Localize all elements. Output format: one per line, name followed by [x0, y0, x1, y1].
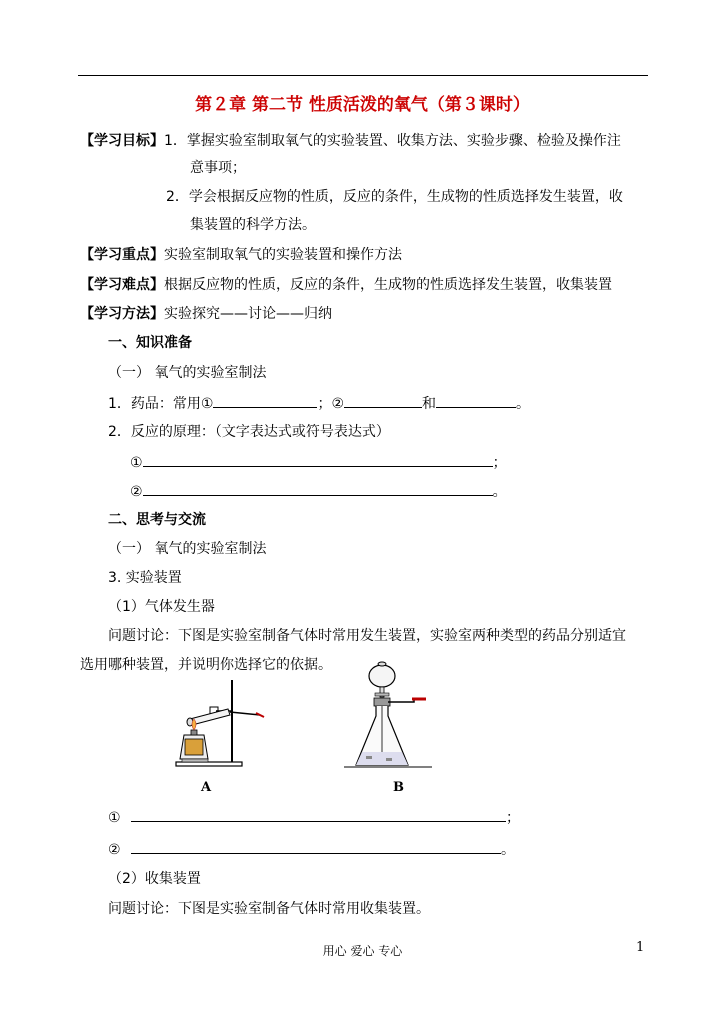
q1-and: 和 [422, 396, 437, 412]
blank-reaction-1[interactable] [143, 452, 493, 467]
difficulty-label: 【学习难点】 [80, 277, 164, 293]
section1-sub: （一） 氧气的实验室制法 [108, 365, 267, 381]
blank-1[interactable] [213, 393, 317, 408]
blank-answer-1[interactable] [131, 807, 506, 822]
figure-a-label: A [201, 780, 212, 795]
method-line [80, 304, 332, 324]
ans1-end: ； [506, 810, 521, 826]
objective-2b: 集装置的科学方法。 [190, 217, 316, 233]
discussion-a: 问题讨论：下图是实验室制备气体时常用发生装置，实验室两种类型的药品分别适宜 [108, 628, 626, 644]
section1-heading: 一、知识准备 [108, 335, 192, 351]
question-1 [108, 393, 530, 414]
header-rule [78, 75, 648, 76]
objective-1a: 1．掌握实验室制取氧气的实验装置、收集方法、实验步骤、检验及操作注 [164, 133, 621, 149]
r1-end: ； [492, 455, 507, 471]
figure-b-label: B [393, 780, 404, 795]
apparatus-a-figure [170, 675, 270, 770]
ans2-mark: ② [108, 842, 121, 858]
method-text: 实验探究——讨论——归纳 [164, 306, 332, 322]
apparatus-b-figure [342, 652, 452, 770]
discussion-b: 选用哪种装置，并说明你选择它的依据。 [80, 657, 332, 673]
section2-sub: （一） 氧气的实验室制法 [108, 541, 267, 557]
focus-label: 【学习重点】 [80, 247, 164, 263]
r2-mark: ② [130, 484, 143, 500]
footer-motto: 用心 爱心 专心 [322, 944, 403, 958]
q1-mid: ；② [317, 396, 345, 412]
difficulty-text: 根据反应物的性质，反应的条件，生成物的性质选择发生装置，收集装置 [164, 277, 612, 293]
objective-1b: 意事项； [190, 160, 246, 176]
answer-1 [108, 807, 520, 828]
objective-2a: 2．学会根据反应物的性质，反应的条件，生成物的性质选择发生装置，收 [166, 189, 623, 205]
blank-3[interactable] [436, 393, 516, 408]
q1-end: 。 [516, 396, 531, 412]
discussion-c: 问题讨论：下图是实验室制备气体时常用收集装置。 [108, 901, 430, 917]
blank-answer-2[interactable] [131, 839, 501, 854]
collect-heading: （2）收集装置 [108, 871, 201, 887]
reaction-1 [130, 452, 507, 473]
method-label: 【学习方法】 [80, 306, 164, 322]
ans2-end: 。 [501, 842, 516, 858]
page-title: 第２章 第二节 性质活泼的氧气（第３课时） [195, 95, 530, 115]
gen-heading: （1）气体发生器 [108, 599, 215, 615]
q1-prefix: 1．药品：常用① [108, 396, 214, 412]
ans1-mark: ① [108, 810, 121, 826]
difficulty-line [80, 275, 612, 295]
objectives-line-1 [80, 131, 621, 151]
focus-line [80, 245, 402, 265]
r1-mark: ① [130, 455, 143, 471]
blank-2[interactable] [344, 393, 422, 408]
page-number: 1 [636, 940, 645, 955]
focus-text: 实验室制取氧气的实验装置和操作方法 [164, 247, 402, 263]
objectives-label: 【学习目标】 [80, 133, 164, 149]
answer-2 [108, 839, 515, 860]
section2-heading: 二、思考与交流 [108, 512, 206, 528]
r2-end: 。 [492, 484, 507, 500]
blank-reaction-2[interactable] [143, 481, 493, 496]
question-2: 2．反应的原理：（文字表达式或符号表达式） [108, 424, 390, 440]
item-3: 3. 实验装置 [108, 570, 182, 586]
reaction-2 [130, 481, 507, 502]
